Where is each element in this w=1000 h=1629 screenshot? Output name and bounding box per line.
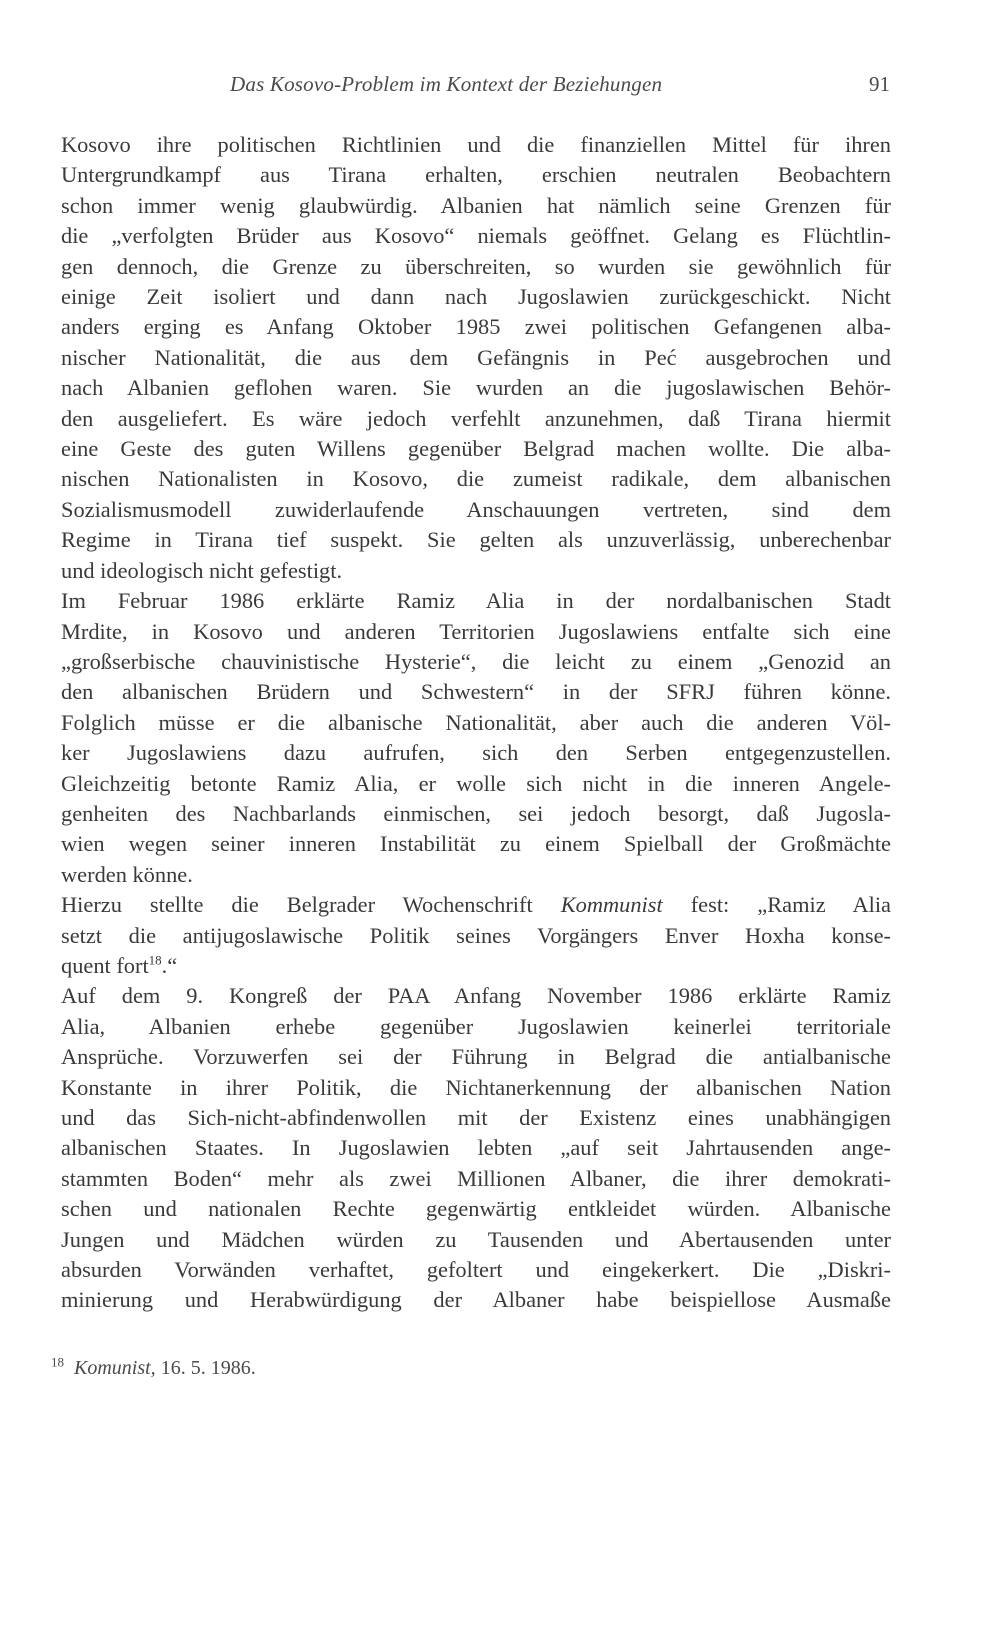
text-line: einige Zeit isoliert und dann nach Jugoslawien zurückgeschickt. Nicht [61,284,891,310]
text-line: schon immer wenig glaubwürdig. Albanien hat nämlich seine Grenzen für [61,192,891,218]
text-line: Ansprüche. Vorzuwerfen sei der Führung in Belgrad die antialbanische [61,1044,891,1070]
page-number: 91 [869,72,890,96]
text-line: den albanischen Brüdern und Schwestern“ in der SFRJ führen könne. [61,679,891,705]
text-line: gen dennoch, die Grenze zu überschreiten, so wurden sie gewöhnlich für [61,253,891,279]
text-line: genheiten des Nachbarlands einmischen, sei jedoch besorgt, daß Jugosla- [61,800,891,826]
text-line: minierung und Herabwürdigung der Albaner habe beispiellose Ausmaße [61,1287,891,1313]
text-line: und ideologisch nicht gefestigt. [61,557,343,583]
text-line: werden könne. [61,861,193,887]
running-head [60,72,890,108]
text-line: die „verfolgten Brüder aus Kosovo“ niemals geöffnet. Gelang es Flüchtlin- [61,223,891,249]
text-line [61,890,891,920]
body-text [61,130,891,1316]
paragraph-3 [61,890,891,981]
text-line: wien wegen seiner inneren Instabilität zu einem Spielball der Großmächte [61,831,891,857]
text-line: Sozialismusmodell zuwiderlaufende Anschauungen vertreten, sind dem [61,496,891,522]
text-line: „großserbische chauvinistische Hysterie“, die leicht zu einem „Genozid an [61,648,891,674]
text-line: und das Sich-nicht-abfindenwollen mit der Existenz eines unabhängigen [61,1105,891,1130]
footnote-reference: 18 [148,952,162,968]
text-line: Gleichzeitig betonte Ramiz Alia, er wolle sich nicht in die inneren Angele- [61,770,891,796]
text-line: albanischen Staates. In Jugoslawien lebten „auf seit Jahrtausenden ange- [61,1135,891,1161]
text-line: Auf dem 9. Kongreß der PAA Anfang November 1986 erklärte Ramiz [61,983,891,1009]
text-line: schen und nationalen Rechte gegenwärtig entkleidet würden. Albanische [61,1196,891,1222]
text-line: Jungen und Mädchen würden zu Tausenden und Abertausenden unter [61,1226,891,1252]
paragraph-1 [61,130,891,586]
footnote-source: Komunist, [74,1357,156,1379]
text-line: Alia, Albanien erhebe gegenüber Jugoslawien keinerlei territoriale [61,1013,891,1039]
text-line: ker Jugoslawiens dazu aufrufen, sich den Serben entgegenzustellen. [61,740,891,766]
text-line: setzt die antijugoslawische Politik seines Vorgängers Enver Hoxha konse- [61,922,891,948]
text-line: eine Geste des guten Willens gegenüber Belgrad machen wollte. Die alba- [61,436,891,462]
text-line: absurden Vorwänden verhaftet, gefoltert und eingekerkert. Die „Diskri- [61,1257,891,1283]
running-title: Das Kosovo-Problem im Kontext der Beziehungen [230,72,663,96]
text-line: nischen Nationalisten in Kosovo, die zumeist radikale, dem albanischen [61,466,891,492]
footnote-number: 18 [51,1354,64,1370]
italic-title: Kommunist [560,892,663,918]
text-segment: Hierzu stellte die Belgrader Wochenschrift [61,892,561,918]
text-line: stammten Boden“ mehr als zwei Millionen Albaner, die ihrer demokrati- [61,1165,891,1191]
text-segment: quent fort [61,952,149,978]
footnote-date: 16. 5. 1986. [155,1357,256,1379]
text-line: nach Albanien geflohen waren. Sie wurden an die jugoslawischen Behör- [61,375,891,401]
text-line: Kosovo ihre politischen Richtlinien und die finanziellen Mittel für ihren [61,132,891,157]
text-line: den ausgeliefert. Es wäre jedoch verfehlt anzunehmen, daß Tirana hiermit [61,405,891,431]
text-line: Mrdite, in Kosovo und anderen Territorien Jugoslawiens entfalte sich eine [61,618,891,644]
paragraph-4 [61,981,891,1315]
text-line: Im Februar 1986 erklärte Ramiz Alia in der nordalbanischen Stadt [61,588,891,614]
text-line: Folglich müsse er die albanische Nationalität, aber auch die anderen Völ- [61,709,891,735]
text-line [61,951,891,981]
paragraph-2 [61,586,891,890]
text-segment: fest: „Ramiz Alia [662,892,891,918]
text-line: Regime in Tirana tief suspekt. Sie gelten als unzuverlässig, unberechenbar [61,527,891,553]
text-segment: .“ [161,952,178,978]
text-line: nischer Nationalität, die aus dem Gefängnis in Peć ausgebrochen und [61,344,891,370]
text-line: Untergrundkampf aus Tirana erhalten, erschien neutralen Beobachtern [61,162,891,188]
footnote [51,1354,256,1380]
text-line: Konstante in ihrer Politik, die Nichtanerkennung der albanischen Nation [61,1074,891,1100]
text-line: anders erging es Anfang Oktober 1985 zwei politischen Gefangenen alba- [61,314,891,340]
